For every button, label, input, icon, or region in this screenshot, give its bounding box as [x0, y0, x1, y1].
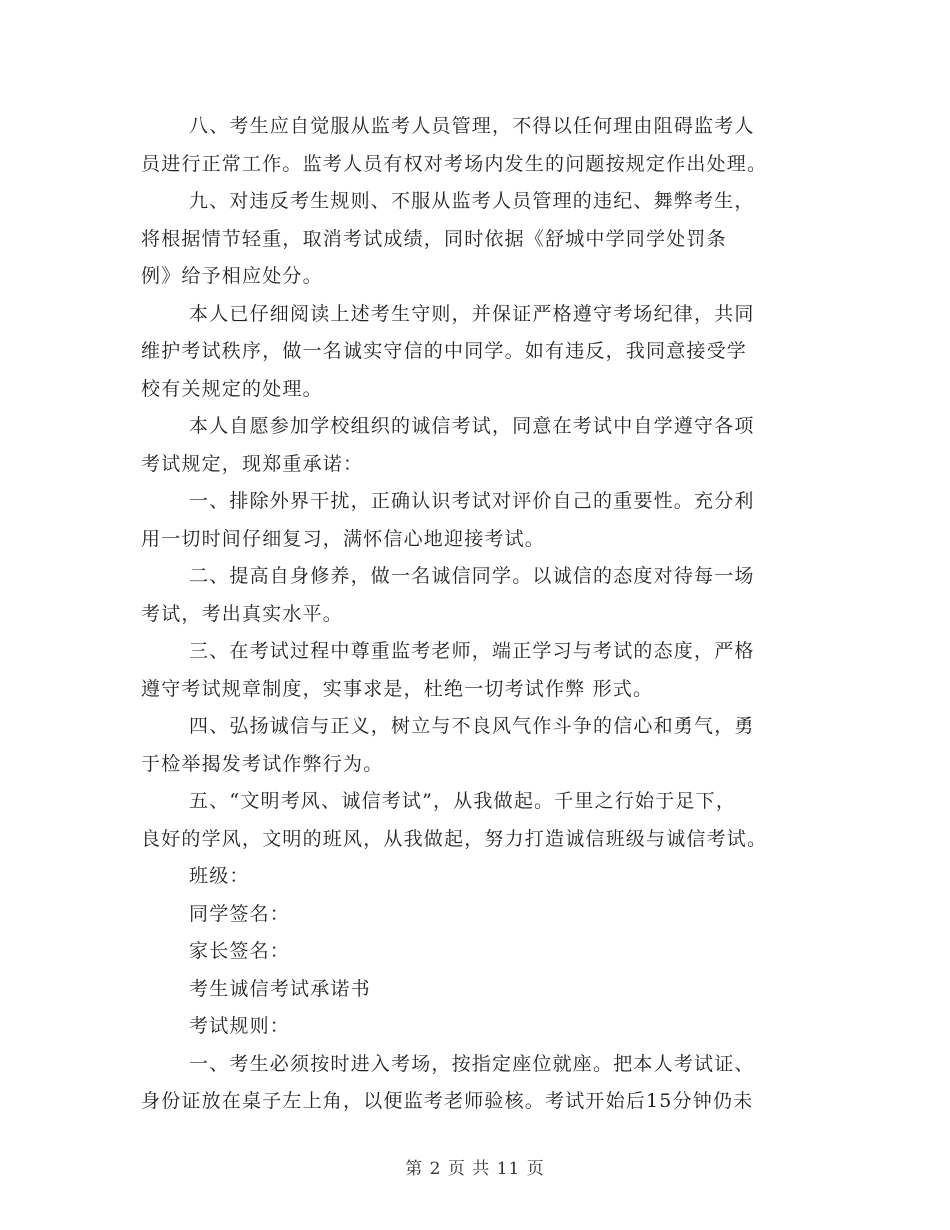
text-line: 校有关规定的处理。 [141, 377, 323, 400]
text-line: 例》给予相应处分。 [141, 265, 323, 287]
text-line: 考试，考出真实水平。 [141, 602, 344, 625]
text-line: 良好的学风，文明的班风，从我做起，努力打造诚信班级与诚信考试。 [141, 827, 768, 850]
text-line: 同学签名： [189, 902, 291, 925]
text-line: 身份证放在桌子左上角，以便监考老师验核。考试开始后15分钟仍未 [141, 1090, 754, 1112]
text-line: 员进行正常工作。监考人员有权对考场内发生的问题按规定作出处理。 [141, 152, 768, 175]
document-body [141, 108, 809, 1121]
text-line: 九、对违反考生规则、不服从监考人员管理的违纪、舞弊考生， [189, 190, 755, 212]
text-line: 维护考试秩序，做一名诚实守信的中同学。如有违反，我同意接受学 [141, 340, 748, 362]
text-line: 五、“文明考风、诚信考试”，从我做起。千里之行始于足下， [189, 790, 737, 812]
text-line: 用一切时间仔细复习，满怀信心地迎接考试。 [141, 527, 546, 550]
text-line: 遵守考试规章制度，实事求是，杜绝一切考试作弊 形式。 [141, 677, 654, 700]
text-line: 家长签名： [189, 940, 291, 962]
text-line: 班级： [189, 865, 250, 887]
text-line: 考试规定，现郑重承诺： [141, 452, 364, 475]
text-line: 二、提高自身修养，做一名诚信同学。以诚信的态度对待每一场 [189, 565, 755, 587]
text-line: 本人自愿参加学校组织的诚信考试，同意在考试中自学遵守各项 [189, 415, 755, 437]
text-line: 于检举揭发考试作弊行为。 [141, 752, 384, 775]
text-line: 考试规则： [189, 1015, 291, 1037]
text-line: 将根据情节轻重，取消考试成绩，同时依据《舒城中学同学处罚条 [141, 227, 727, 250]
page-number-footer: 第 2 页 共 11 页 [405, 1159, 545, 1179]
text-line: 一、排除外界干扰，正确认识考试对评价自己的重要性。充分利 [189, 490, 755, 512]
text-line: 一、考生必须按时进入考场，按指定座位就座。把本人考试证、 [189, 1052, 755, 1075]
text-line: 本人已仔细阅读上述考生守则，并保证严格遵守考场纪律，共同 [189, 302, 755, 325]
text-line: 三、在考试过程中尊重监考老师，端正学习与考试的态度，严格 [189, 640, 755, 662]
text-line: 考生诚信考试承诺书 [189, 977, 371, 1000]
text-line: 八、考生应自觉服从监考人员管理，不得以任何理由阻碍监考人 [189, 115, 755, 137]
text-line: 四、弘扬诚信与正义，树立与不良风气作斗争的信心和勇气，勇 [189, 715, 755, 737]
